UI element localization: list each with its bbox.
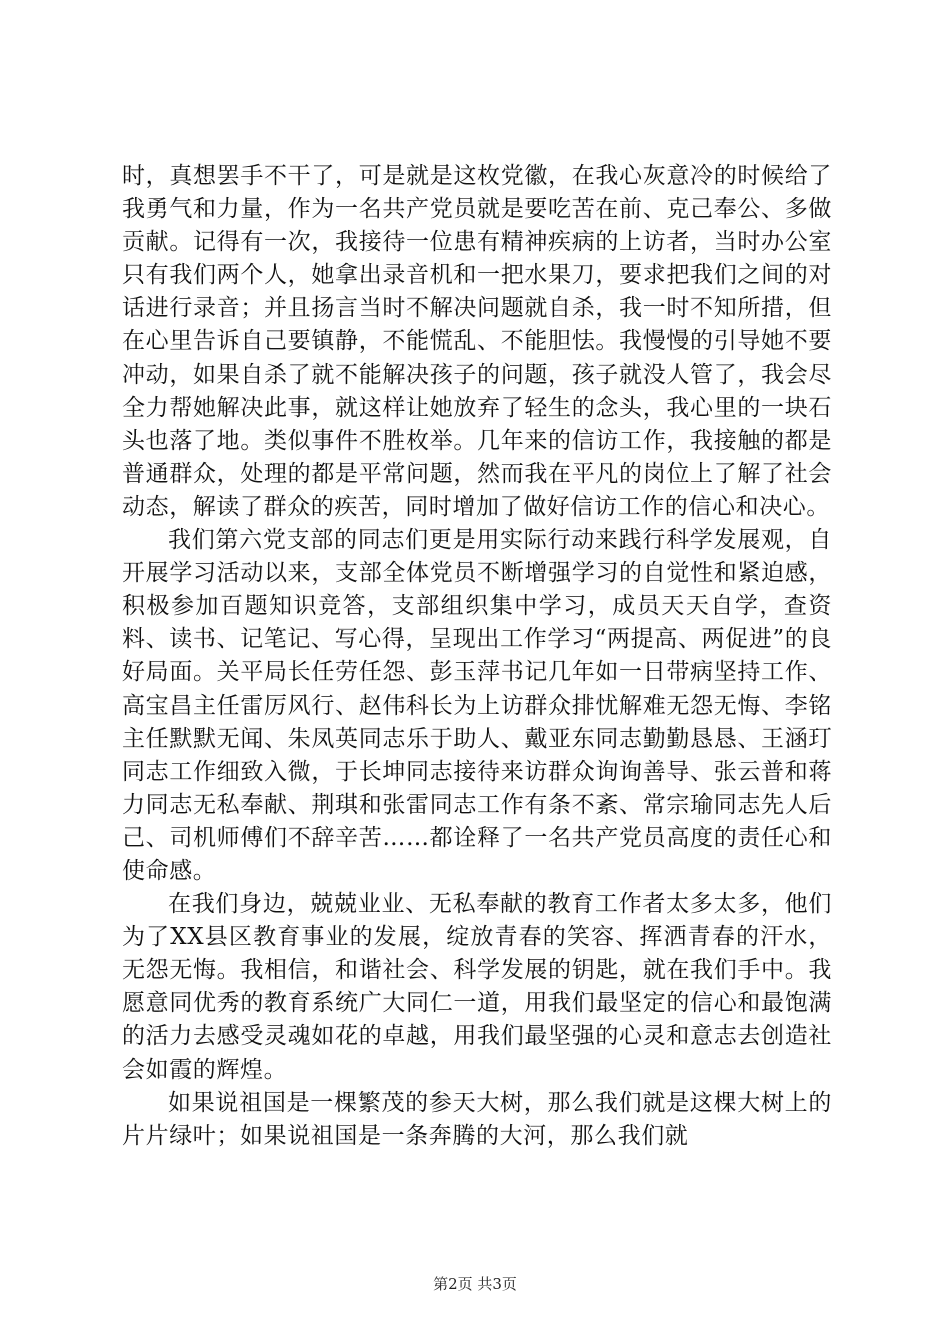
paragraph-educators: 在我们身边，兢兢业业、无私奉献的教育工作者太多太多，他们为了XX县区教育事业的发展，绽放青春的笑容、挥洒青春的汗水，无怨无悔。我相信，和谐社会、科学发展的钥匙，就在我们手中。我愿意同优秀的教育系统广大同仁一道，用我们最坚定的信心和最饱满的活力去感受灵魂如花的卓越，用我们最坚强的心灵和意志去创造社会如霞的辉煌。 xyxy=(122,891,832,1083)
paragraph-party-branch: 我们第六党支部的同志们更是用实际行动来践行科学发展观，自开展学习活动以来，支部全体党员不断增强学习的自觉性和紧迫感，积极参加百题知识竞答，支部组织集中学习，成员天天自学，查资料、读书、记笔记、写心得，呈现出工作学习“两提高、两促进”的良好局面。关平局长任劳任怨、彭玉萍书记几年如一日带病坚持工作、高宝昌主任雷厉风行、赵伟科长为上访群众排忧解难无怨无悔、李铭主任默默无闻、朱凤英同志乐于助人、戴亚东同志勤勤恳恳、王涵玎同志工作细致入微，于长坤同志接待来访群众询询善导、张云普和蒋力同志无私奉献、荆琪和张雷同志工作有条不紊、常宗瑜同志先人后己、司机师傅们不辞辛苦……都诠释了一名共产党员高度的责任心和使命感。 xyxy=(122,527,832,884)
paragraph-motherland: 如果说祖国是一棵繁茂的参天大树，那么我们就是这棵大树上的片片绿叶；如果说祖国是一条奔腾的大河，那么我们就 xyxy=(122,1089,832,1149)
page-number-footer: 第2页 共3页 xyxy=(433,1275,517,1293)
body-text xyxy=(122,160,832,1153)
paragraph-continuation: 时，真想罢手不干了，可是就是这枚党徽，在我心灰意冷的时候给了我勇气和力量，作为一名共产党员就是要吃苦在前、克己奉公、多做贡献。记得有一次，我接待一位患有精神疾病的上访者，当时办公室只有我们两个人，她拿出录音机和一把水果刀，要求把我们之间的对话进行录音；并且扬言当时不解决问题就自杀，我一时不知所措，但在心里告诉自己要镇静，不能慌乱、不能胆怯。我慢慢的引导她不要冲动，如果自杀了就不能解决孩子的问题，孩子就没人管了，我会尽全力帮她解决此事，就这样让她放弃了轻生的念头，我心里的一块石头也落了地。类似事件不胜枚举。几年来的信访工作，我接触的都是普通群众，处理的都是平常问题，然而我在平凡的岗位上了解了社会动态，解读了群众的疾苦，同时增加了做好信访工作的信心和决心。 xyxy=(122,163,832,520)
